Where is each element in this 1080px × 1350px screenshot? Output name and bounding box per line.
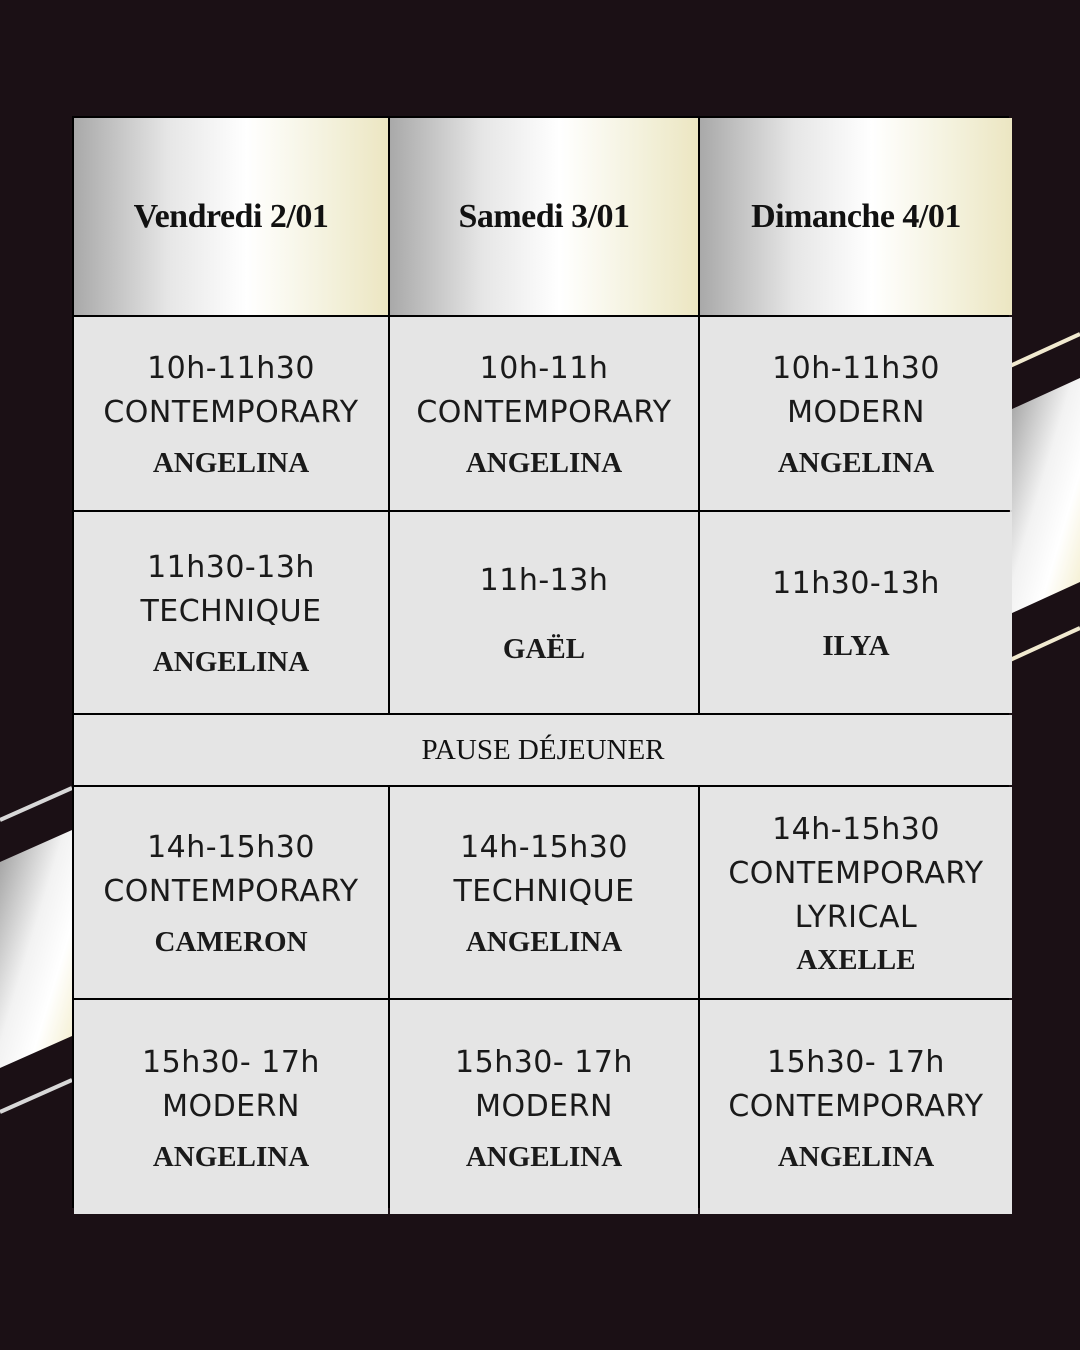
class-time: 14h-15h30	[460, 830, 628, 865]
class-time: 15h30- 17h	[767, 1044, 945, 1080]
class-cell	[390, 317, 698, 510]
class-cell	[390, 512, 698, 713]
class-cell	[700, 317, 1012, 510]
class-teacher: ANGELINA	[465, 447, 623, 479]
class-time: 10h-11h30	[772, 351, 940, 386]
class-time: 11h30-13h	[147, 550, 315, 585]
lunch-break-banner: PAUSE DÉJEUNER	[74, 715, 1012, 785]
class-time: 14h-15h30	[147, 830, 315, 865]
class-time: 15h30- 17h	[455, 1044, 633, 1080]
class-cell	[390, 787, 698, 998]
class-course: CONTEMPORARY	[103, 874, 359, 909]
class-course: MODERN	[787, 395, 925, 430]
class-cell	[700, 787, 1012, 998]
class-time: 10h-11h	[479, 351, 609, 386]
left-bottom-stripe	[0, 1080, 72, 1112]
class-teacher: ANGELINA	[777, 1140, 935, 1173]
class-course: CONTEMPORARY	[103, 395, 359, 430]
day-header-saturday: Samedi 3/01	[390, 118, 698, 315]
class-course: TECHNIQUE	[140, 594, 322, 629]
class-teacher: GAËL	[502, 633, 586, 665]
class-teacher: ANGELINA	[777, 447, 935, 479]
class-cell	[74, 317, 388, 510]
class-course: CONTEMPORARY	[416, 395, 672, 430]
class-cell	[700, 1000, 1012, 1214]
class-teacher: ILYA	[822, 630, 890, 662]
schedule-table	[72, 116, 1009, 1208]
class-time: 11h-13h	[479, 563, 609, 598]
class-course: MODERN	[475, 1088, 613, 1124]
class-time: 14h-15h30	[772, 812, 940, 847]
class-course: CONTEMPORARY	[728, 856, 984, 891]
class-course-secondary: LYRICAL	[794, 900, 918, 935]
class-time: 10h-11h30	[147, 351, 315, 386]
class-cell	[74, 512, 388, 713]
class-cell	[700, 512, 1012, 713]
class-cell	[74, 787, 388, 998]
right-top-stripe	[1010, 334, 1080, 366]
class-teacher: ANGELINA	[465, 926, 623, 958]
day-header-friday: Vendredi 2/01	[74, 118, 388, 315]
left-top-stripe	[0, 788, 72, 820]
right-silver-band	[1010, 378, 1080, 614]
day-header-sunday: Dimanche 4/01	[700, 118, 1012, 315]
class-course: TECHNIQUE	[453, 874, 635, 909]
class-cell	[74, 1000, 388, 1214]
class-teacher: AXELLE	[796, 944, 916, 976]
class-time: 11h30-13h	[772, 566, 940, 601]
class-course: MODERN	[162, 1088, 300, 1124]
class-cell	[390, 1000, 698, 1214]
class-teacher: ANGELINA	[152, 646, 310, 678]
left-silver-band	[0, 830, 72, 1068]
right-bottom-stripe	[1010, 628, 1080, 660]
class-time: 15h30- 17h	[142, 1044, 320, 1080]
class-course: CONTEMPORARY	[728, 1088, 984, 1124]
class-teacher: ANGELINA	[465, 1140, 623, 1173]
class-teacher: CAMERON	[154, 926, 308, 958]
class-teacher: ANGELINA	[152, 447, 310, 479]
class-teacher: ANGELINA	[152, 1140, 310, 1173]
